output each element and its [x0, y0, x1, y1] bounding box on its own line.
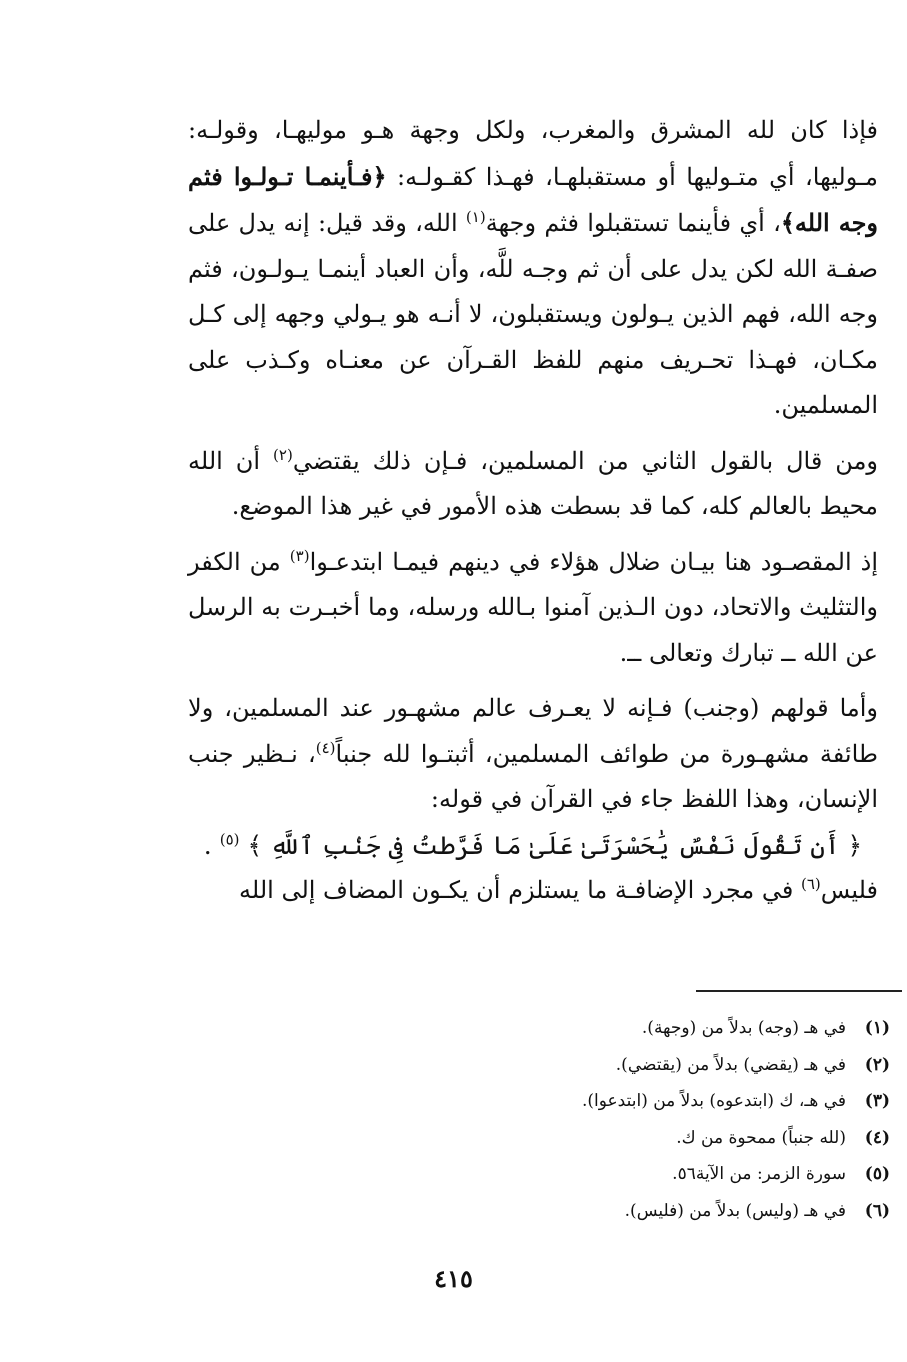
footnote-text: في هـ (وليس) بدلاً من (فليس).: [624, 1200, 846, 1221]
verse-end: .: [203, 830, 212, 860]
verse-footnote-marker: (٥): [219, 830, 240, 849]
text-run: ، نـظير جنب الإنسان، وهذا اللفظ جاء في القرآن في قوله:: [188, 739, 878, 813]
footnote-number: (١): [864, 1018, 890, 1038]
paragraph-2: [188, 439, 878, 530]
footnote-marker: (٢): [273, 445, 293, 464]
footnote-2: [420, 1047, 890, 1084]
paragraph-1: [188, 108, 878, 429]
footnote-marker: (٤): [315, 738, 336, 757]
paragraph-3: [188, 540, 878, 677]
verse-text: ﴿ أَن تَقُولَ نَفْسٌ يَٰحَسْرَتَىٰ عَلَىٰ مَا فَرَّطتُ فِى جَنۢبِ ٱللَّهِ ﴾: [247, 830, 863, 860]
footnote-number: (٦): [864, 1200, 890, 1221]
footnote-text: في هـ، ك (ابتدعوه) بدلاً من (ابتدعوا).: [582, 1091, 846, 1111]
footnote-number: (٣): [864, 1091, 890, 1111]
footnote-4: [420, 1120, 890, 1157]
paragraph-5: [188, 868, 878, 914]
footnotes: [420, 1010, 890, 1229]
footnote-text: في هـ (وجه) بدلاً من (وجهة).: [641, 1018, 846, 1038]
footnote-marker: (٣): [289, 546, 310, 565]
footnote-text: (لله جنباً) ممحوة من ك.: [676, 1127, 846, 1148]
paragraph-4: [188, 686, 878, 823]
footnote-marker: (١): [465, 208, 486, 226]
footnote-number: (٢): [864, 1054, 890, 1075]
footnote-text: سورة الزمر: من الآية٥٦.: [672, 1164, 846, 1184]
text-run: في مجرد الإضافـة ما يستلزم أن يكـون المضاف إلى الله: [239, 876, 801, 904]
text-run: ، أي فأينما تستقبلوا فثم وجهة: [485, 209, 781, 237]
footnote-number: (٥): [864, 1164, 890, 1184]
footnote-6: [420, 1193, 890, 1230]
quran-verse: [188, 823, 878, 869]
footnote-1: [420, 1010, 890, 1047]
text-run: فليس: [820, 876, 878, 904]
footnote-number: (٤): [864, 1127, 890, 1148]
footnote-divider: [696, 990, 902, 992]
footnote-5: [420, 1156, 890, 1193]
text-run: الله، وقد قيل: إنه يدل على صفـة الله لكن يدل على أن ثم وجـه للَّه، وأن العباد أينمـا يـولـون، فثم وجه الله، فهم الذين يـولون ويستقبلون، لا أنـه هو يـولي وجهه إلى كـل مكـان، فهـذا تحـريف منهم للفظ القـرآن عن معنـاه وكـذب على المسلمين.: [188, 209, 878, 419]
footnote-3: [420, 1083, 890, 1120]
text-run: وأما قولهم (وجنب) فـإنه لا يعـرف عالم مشهـور عند المسلمين، ولا طائفة مشهـورة من طوائف المسلمين، أثبتـوا لله جنباً: [188, 694, 878, 768]
text-run: من الكفر والتثليث والاتحاد، دون الـذين آمنوا بـالله ورسله، وما أخبـرت به الرسل عن الله ــ تبارك وتعالى ــ.: [188, 547, 878, 667]
text-run: أن الله محيط بالعالم كله، كما قد بسطت هذه الأمور في غير هذا الموضع.: [188, 446, 878, 520]
text-run: فإذا كان لله المشرق والمغرب، ولكل وجهة هـو موليهـا، وقولـه: مـوليها، أي متـوليها أو مستقبلهـا، فهـذا كقـولـه:: [188, 116, 878, 191]
text-run: إذ المقصـود هنا بيـان ضلال هؤلاء في دينهم فيمـا ابتدعـوا: [309, 547, 878, 576]
footnote-text: في هـ (يقضي) بدلاً من (يقتضي).: [615, 1054, 846, 1075]
main-text: [188, 108, 878, 914]
footnote-marker: (٦): [800, 875, 821, 893]
page-number: ٤١٥: [434, 1264, 473, 1293]
quoted-verse: ﴿فـأينمـا تـولـوا فثم وجه الله﴾: [188, 161, 878, 237]
text-run: ومن قال بالقول الثاني من المسلمين، فـإن ذلك يقتضي: [292, 446, 879, 475]
